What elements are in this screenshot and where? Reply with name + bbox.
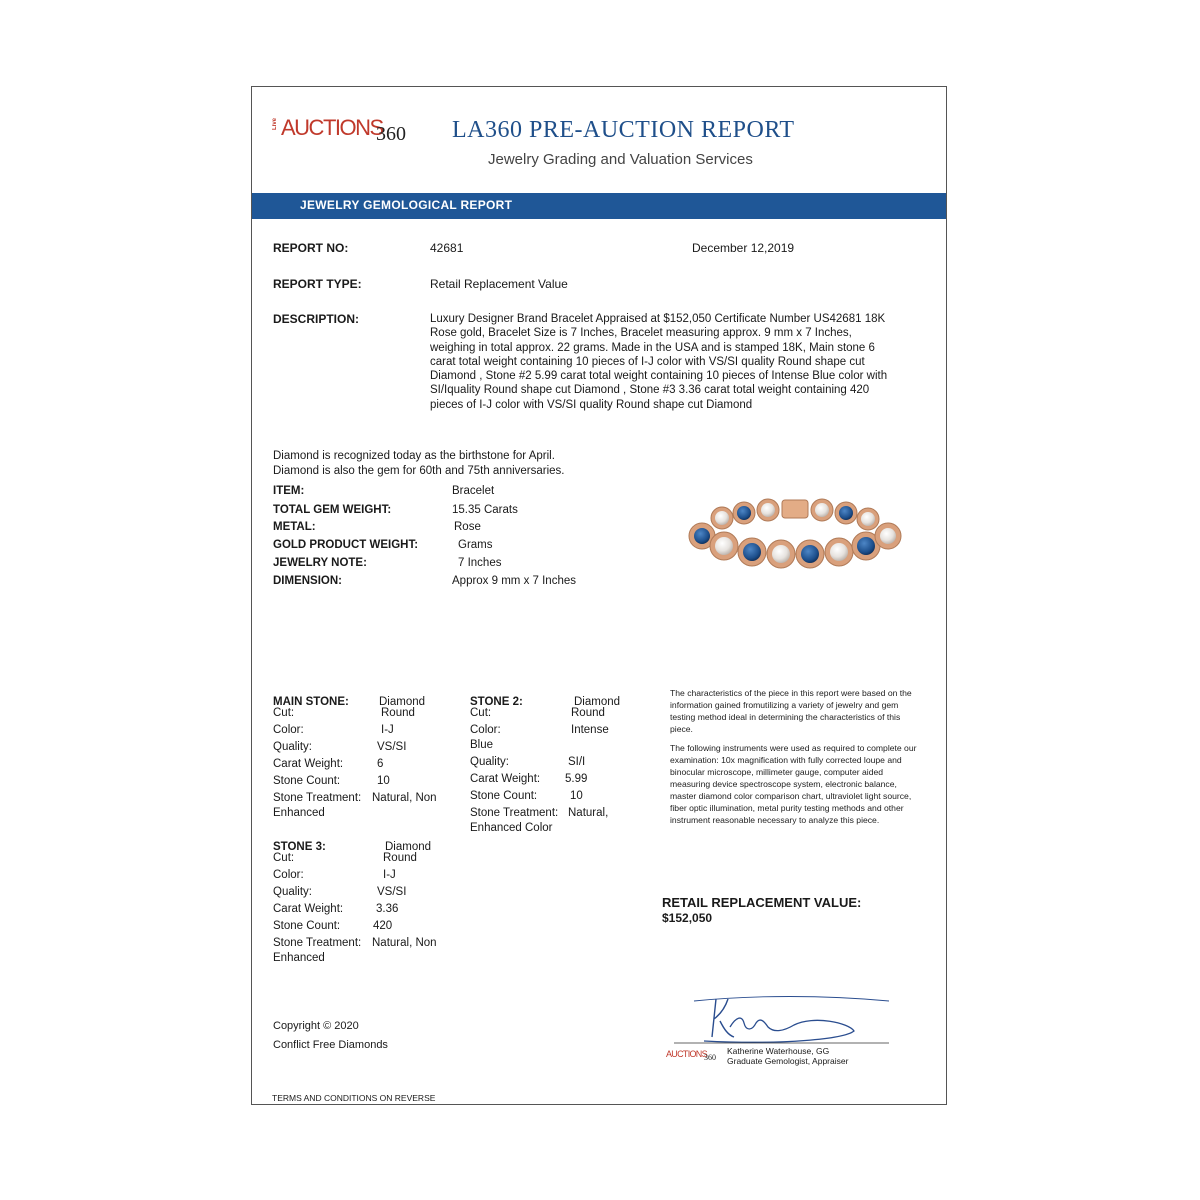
stone3-carat-label: Carat Weight: (273, 903, 344, 915)
small-auctions360-logo (666, 1049, 726, 1063)
main-stone-color-value: I-J (381, 724, 394, 736)
report-page (251, 86, 947, 1105)
stone2-color-label: Color: (470, 724, 501, 736)
spec-metal-value: Rose (454, 521, 481, 533)
stone2-quality-value: SI/I (568, 756, 586, 768)
stone3-quality-value: VS/SI (377, 886, 407, 898)
stone3-carat-value: 3.36 (376, 903, 399, 915)
auctions360-logo (272, 115, 406, 147)
stone3-treatment-value: Natural, Non (372, 937, 437, 949)
notes-paragraph-2: The following instruments were used as required to complete our examination: 10x magnification with fully corrected loupe and binocular microscope, millimeter gauge, computer aided measuring device spectroscope system, electronic balance, master diamond color comparison chart, ultraviolet light source, fiber optic illumination, metal purity testing methods and other instrument reasonable necessary to analyze this piece. (670, 743, 917, 825)
logo-auctions-text: AUCTIONS (281, 115, 383, 140)
spec-gem-weight-value: 15.35 Carats (452, 504, 518, 516)
main-stone-treatment-value: Natural, Non (372, 792, 437, 804)
main-stone-carat-value: 6 (377, 758, 384, 770)
spec-dimension-value: Approx 9 mm x 7 Inches (452, 575, 576, 587)
spec-jewelry-note-label: JEWELRY NOTE: (273, 557, 367, 569)
report-title: LA360 PRE-AUCTION REPORT (452, 117, 795, 143)
stone2-carat-label: Carat Weight: (470, 773, 541, 785)
report-type-value: Retail Replacement Value (430, 277, 568, 291)
report-no-value: 42681 (430, 241, 464, 255)
report-date: December 12,2019 (692, 241, 795, 255)
description-label: DESCRIPTION: (273, 312, 360, 326)
stone3-type: Diamond (385, 841, 432, 853)
signer-name: Katherine Waterhouse, GG (727, 1046, 830, 1056)
report-type-label: REPORT TYPE: (273, 277, 362, 291)
main-stone-quality-label: Quality: (273, 741, 312, 753)
stone2-cut-label: Cut: (470, 707, 492, 719)
stone2-title: STONE 2: (470, 696, 523, 708)
stone2-treatment-value-2: Enhanced Color (470, 822, 553, 834)
stone2-cut-value: Round (571, 707, 605, 719)
stone3-cut-label: Cut: (273, 852, 295, 864)
stone2-color-value-2: Blue (470, 739, 494, 751)
logo-360-text: 360 (376, 123, 406, 145)
appraiser-signature (664, 987, 894, 1049)
main-stone-carat-label: Carat Weight: (273, 758, 344, 770)
fact-line-2: Diamond is also the gem for 60th and 75th anniversaries. (273, 465, 565, 477)
stone3-color-label: Color: (273, 869, 304, 881)
spec-jewelry-note-value: 7 Inches (458, 557, 502, 569)
spec-item-value: Bracelet (452, 485, 495, 497)
stone3-cut-value: Round (383, 852, 417, 864)
main-stone-cut-value: Round (381, 707, 415, 719)
conflict-free-text: Conflict Free Diamonds (273, 1039, 388, 1051)
stone3-treatment-value-2: Enhanced (273, 952, 325, 964)
section-banner (252, 193, 946, 219)
bracelet-image (682, 492, 912, 582)
spec-gem-weight-label: TOTAL GEM WEIGHT: (273, 504, 392, 516)
spec-gold-weight-label: GOLD PRODUCT WEIGHT: (273, 539, 419, 551)
report-subtitle: Jewelry Grading and Valuation Services (488, 151, 753, 168)
stone2-type: Diamond (574, 696, 621, 708)
fact-line-1: Diamond is recognized today as the birthstone for April. (273, 450, 555, 462)
spec-gold-weight-value: Grams (458, 539, 493, 551)
spec-dimension-label: DIMENSION: (273, 575, 342, 587)
main-stone-color-label: Color: (273, 724, 304, 736)
birthstone-fact (273, 449, 633, 479)
stone3-color-value: I-J (383, 869, 396, 881)
main-stone-quality-value: VS/SI (377, 741, 407, 753)
main-stone-treatment-value-2: Enhanced (273, 807, 325, 819)
testing-notes (670, 687, 920, 833)
stone2-color-value: Intense (571, 724, 609, 736)
stone3-quality-label: Quality: (273, 886, 312, 898)
stone3-title: STONE 3: (273, 841, 326, 853)
stone2-carat-value: 5.99 (565, 773, 588, 785)
stone2-treatment-label: Stone Treatment: (470, 807, 559, 819)
terms-notice: TERMS AND CONDITIONS ON REVERSE (272, 1093, 436, 1103)
main-stone-cut-label: Cut: (273, 707, 295, 719)
spec-item-label: ITEM: (273, 485, 305, 497)
small-logo-auctions: AUCTIONS (666, 1049, 707, 1059)
main-stone-title: MAIN STONE: (273, 696, 349, 708)
stone2-quality-label: Quality: (470, 756, 509, 768)
copyright-text: Copyright © 2020 (273, 1020, 359, 1032)
stone2-treatment-value: Natural, (568, 807, 609, 819)
notes-paragraph-1: The characteristics of the piece in this report were based on the information gained fromutilizing a variety of jewelry and gem testing method ideal in determining the characteristics of this piece. (670, 688, 912, 734)
stone2-count-value: 10 (570, 790, 583, 802)
stone2-count-label: Stone Count: (470, 790, 538, 802)
main-stone-count-label: Stone Count: (273, 775, 341, 787)
retail-value-label: RETAIL REPLACEMENT VALUE: (662, 895, 862, 910)
retail-value-amount: $152,050 (662, 911, 713, 925)
spec-metal-label: METAL: (273, 521, 316, 533)
description-text: Luxury Designer Brand Bracelet Appraised at $152,050 Certificate Number US42681 18K Rose gold, Bracelet Size is 7 Inches, Bracelet measuring approx. 9 mm x 7 Inches, weighing in total approx. 22 grams. Made in the USA and is stamped 18K, Main stone 6 carat total weight containing 10 pieces of I-J color with VS/SI quality Round shape cut Diamond , Stone #2 5.99 carat total weight containing 10 pieces of Intense Blue color with SI/Iquality Round shape cut Diamond , Stone #3 3.36 carat total weight containing 420 pieces of I-J color with VS/SI quality Round shape cut Diamond (430, 313, 888, 411)
stone3-treatment-label: Stone Treatment: (273, 937, 362, 949)
main-stone-count-value: 10 (377, 775, 390, 787)
report-no-label: REPORT NO: (273, 241, 349, 255)
main-stone-type: Diamond (379, 696, 426, 708)
stone3-count-value: 420 (373, 920, 393, 932)
main-stone-treatment-label: Stone Treatment: (273, 792, 362, 804)
small-logo-360: 360 (704, 1053, 716, 1062)
signer-title: Graduate Gemologist, Appraiser (727, 1056, 849, 1066)
logo-live-text: Live (272, 118, 278, 131)
banner-text: JEWELRY GEMOLOGICAL REPORT (300, 198, 513, 212)
stone3-count-label: Stone Count: (273, 920, 341, 932)
